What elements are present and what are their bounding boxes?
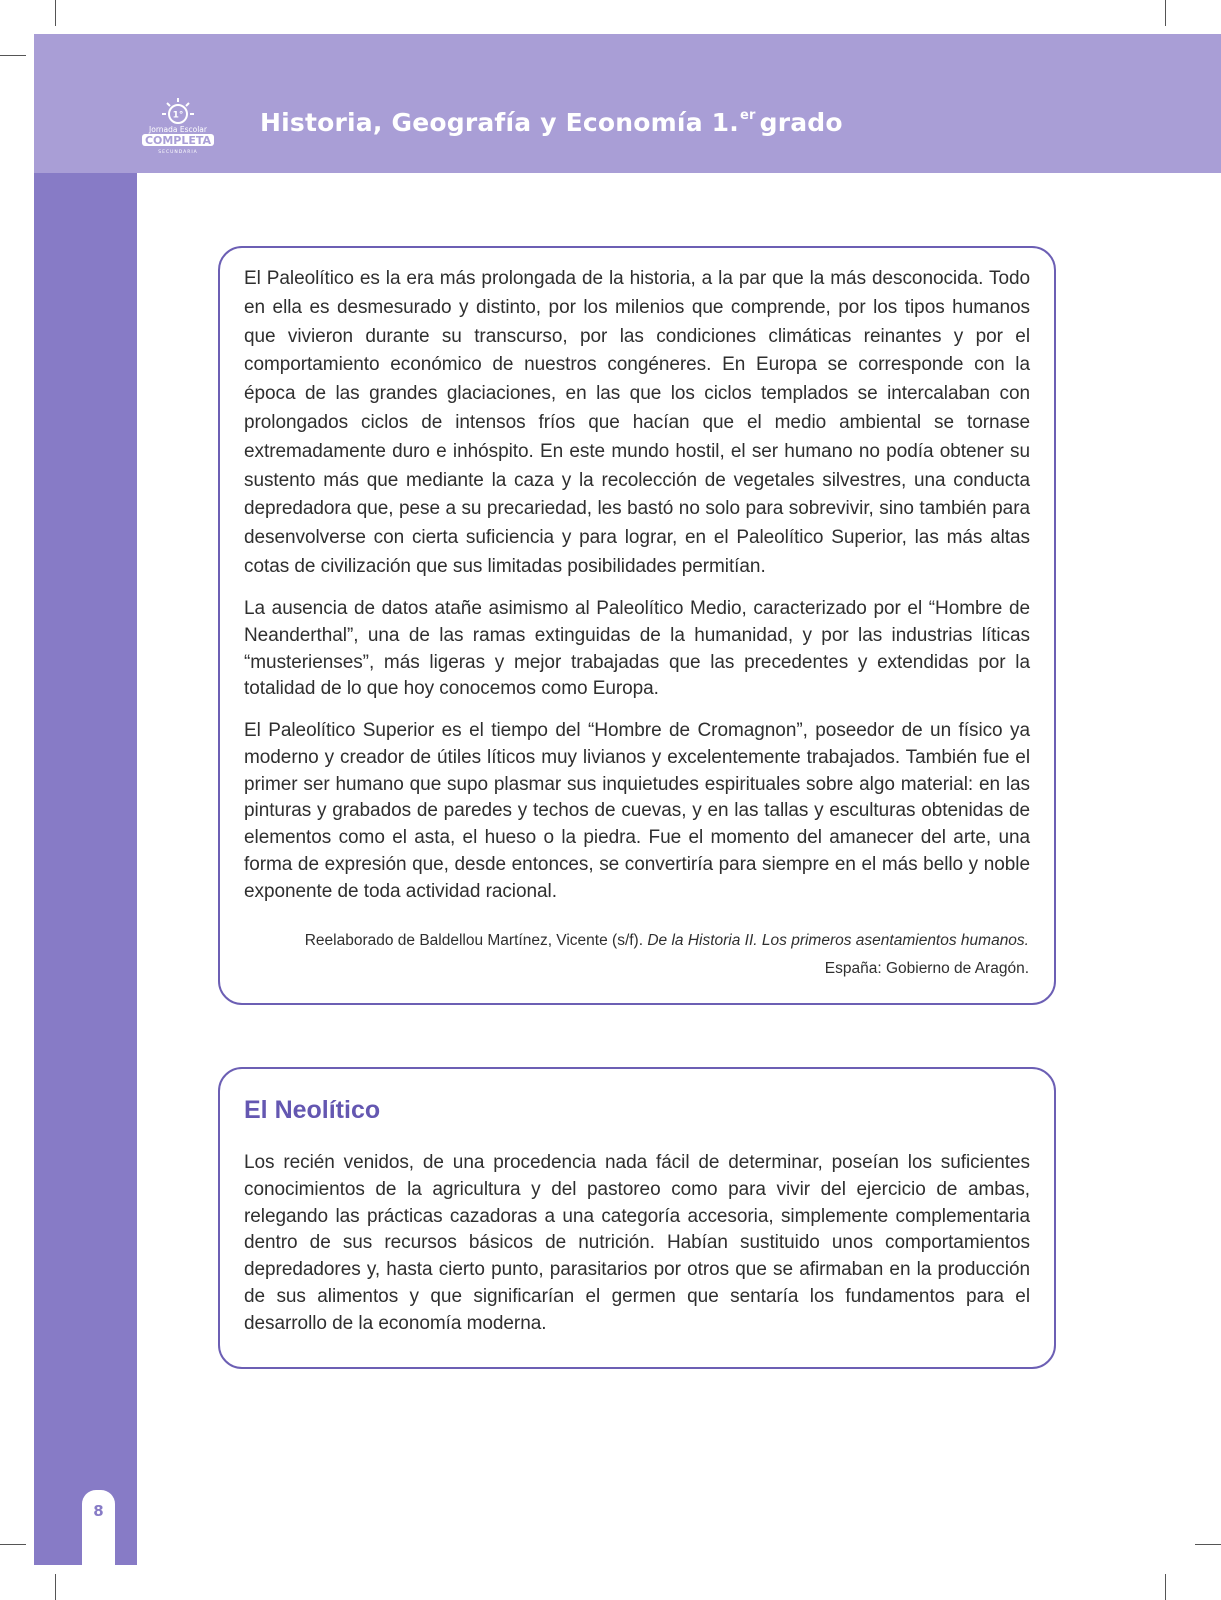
section-title-neolitico: El Neolítico (244, 1096, 381, 1124)
paragraph-paleolitico-3: El Paleolítico Superior es el tiempo del “Hombre de Cromagnon”, poseedor de un físico ya moderno y creador de útiles líticos muy livianos y excelentemente trabajados. También fue el primer ser humano que supo plasmar sus inquietudes espirituales sobre algo material: en las pinturas y grabados de paredes y techos de cuevas, y en las tallas y esculturas obtenidas de elementos como el asta, el hueso o la piedra. Fue el momento del amanecer del arte, una forma de expresión que, desde entonces, se convertiría para siempre en el más bello y noble exponente de toda actividad racional. (244, 720, 1030, 902)
page-number: 8 (93, 1502, 104, 1520)
paragraph-neolitico: Los recién venidos, de una procedencia nada fácil de determinar, poseían los suficientes conocimientos de la agricultura y del pastoreo como para vivir del ejercicio de ambas, relegando las prácticas cazadoras a una categoría accesoria, simplemente complementaria dentro de sus recursos básicos de nutrición. Habían sustituido unos comportamientos depredadores y, hasta cierto punto, parasitarios por otros que se afirmaban en la producción de sus alimentos y que significarían el germen que sentaría los fundamentos para el desarrollo de la economía moderna. (244, 1152, 1030, 1334)
citation-source (305, 932, 1029, 950)
side-band (34, 173, 137, 1565)
citation-prefix: Reelaborado de Baldellou Martínez, Vicente (s/f). (304, 932, 648, 949)
svg-text:1°: 1° (172, 110, 184, 121)
crop-mark (0, 1544, 26, 1545)
header-title-superscript: er (739, 108, 756, 123)
header-title-suffix: grado (759, 108, 843, 137)
crop-mark (1165, 0, 1166, 26)
svg-text:SECUNDARIA: SECUNDARIA (158, 150, 198, 155)
crop-mark (1165, 1574, 1166, 1600)
citation-title: De la Historia II. Los primeros asentamientos humanos. (647, 932, 1029, 949)
svg-text:Jornada Escolar: Jornada Escolar (149, 125, 207, 134)
paragraph-paleolitico-1: El Paleolítico es la era más prolongada de la historia, a la par que la más desconocida. Todo en ella es desmesurado y distinto, por los milenios que comprende, por los tipos humanos que vivieron durante su transcurso, por las condiciones climáticas reinantes y por el comportamiento económico de nuestros congéneres. En Europa se corresponde con la época de las grandes glaciaciones, en las que los ciclos templados se intercalaban con prolongados ciclos de intensos fríos que hacían que el medio ambiental se tornase extremadamente duro e inhóspito. En este mundo hostil, el ser humano no podía obtener su sustento más que mediante la caza y la recolección de vegetales silvestres, una conducta depredadora que, pese a su precariedad, les bastó no solo para sobrevivir, sino también para desenvolverse con cierta suficiencia y para lograr, en el Paleolítico Superior, las más altas cotas de civilización que sus limitadas posibilidades permitían. (244, 268, 1030, 577)
svg-text:COMPLETA: COMPLETA (144, 134, 212, 147)
crop-mark (1195, 1544, 1221, 1545)
jornada-escolar-logo (140, 94, 220, 156)
page-header-title (260, 108, 843, 137)
citation-publisher: España: Gobierno de Aragón. (824, 960, 1029, 977)
header-title-main: Historia, Geografía y Economía 1. (260, 108, 739, 137)
paragraph-paleolitico-2: La ausencia de datos atañe asimismo al Paleolítico Medio, caracterizado por el “Hombre de Neanderthal”, una de las ramas extinguidas de la humanidad, y por las industrias líticas “musterienses”, más ligeras y mejor trabajadas que las precedentes y extendidas por la totalidad de lo que hoy conocemos como Europa. (244, 598, 1030, 700)
crop-mark (55, 0, 56, 26)
crop-mark (0, 55, 26, 56)
crop-mark (55, 1574, 56, 1600)
